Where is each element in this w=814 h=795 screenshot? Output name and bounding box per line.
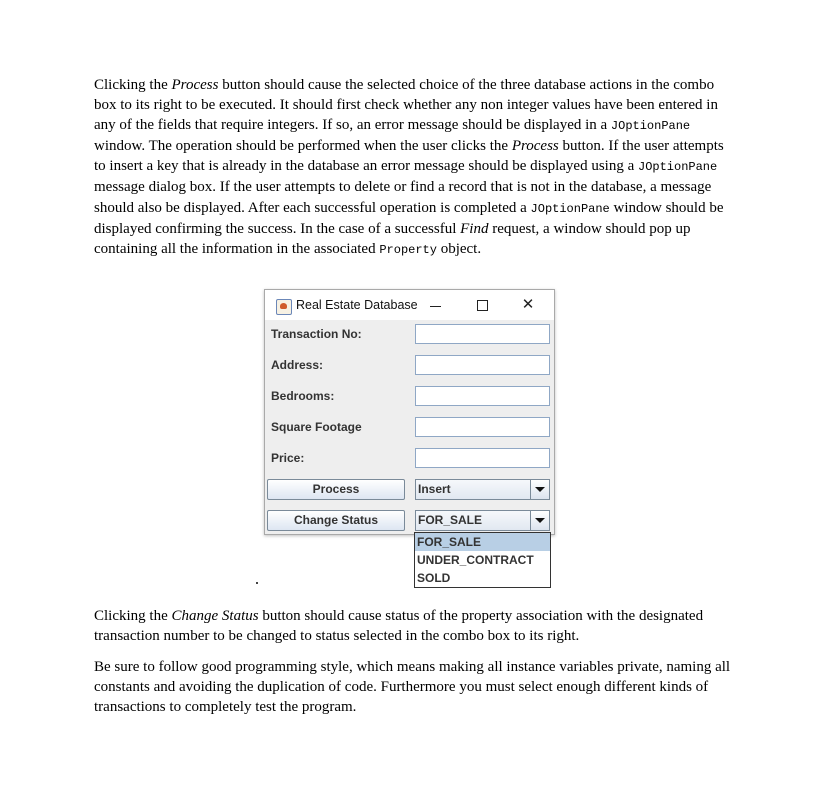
code-joptionpane: JOptionPane [638,160,718,175]
code-joptionpane: JOptionPane [530,201,610,216]
code-property: Property [379,242,437,257]
text-run: request, a window should pop up containing all the information in the associated [94,220,691,257]
status-dropdown-list [414,532,551,588]
minimize-icon[interactable] [425,296,447,314]
emphasis-find: Find [460,220,489,237]
action-combo-value: Insert [418,482,451,496]
price-label: Price: [271,451,305,465]
text-run: button should cause status of the property association with the designated transaction number to be changed to status selected in the combo box to its right. [94,608,704,645]
change-status-button[interactable]: Change Status [267,510,405,531]
paragraph-text [94,606,734,646]
text-run: Clicking the [94,77,172,93]
emphasis-change-status: Change Status [171,608,259,624]
real-estate-database-window [264,289,555,535]
code-joptionpane: JOptionPane [610,119,691,134]
status-combo[interactable] [415,510,550,531]
bedrooms-field[interactable] [415,386,550,406]
dropdown-option-for-sale[interactable]: FOR_SALE [415,533,550,551]
paragraph-programming-style [94,657,734,717]
emphasis-process: Process [511,138,559,155]
status-combo-value: FOR_SALE [418,513,483,527]
dropdown-option-sold[interactable]: SOLD [417,571,451,585]
price-field[interactable] [415,448,550,468]
text-run: message dialog box. If the user attempts to delete or find a record that is not in the database, a message should also be displayed. After each successful operation is completed a [94,179,712,216]
chevron-down-icon[interactable] [530,480,549,499]
emphasis-process: Process [171,77,219,93]
close-icon[interactable]: ✕ [521,296,535,313]
paragraph-process-description [94,75,734,260]
dropdown-option-under-contract[interactable]: UNDER_CONTRACT [417,553,534,567]
text-run: Clicking the [94,608,172,624]
window-title-bar [265,290,554,320]
stray-period-mark [256,582,258,584]
text-run: window should be displayed confirming the success. In the case of a successful [94,199,724,237]
address-label: Address: [271,358,324,372]
chevron-down-icon[interactable] [530,511,549,530]
transaction-no-label: Transaction No: [271,327,362,341]
text-run: window. The operation should be performed when the user clicks the [94,138,512,155]
square-footage-label: Square Footage [271,420,362,434]
window-title: Real Estate Database [296,298,418,312]
action-combo[interactable] [415,479,550,500]
paragraph-text [94,75,734,260]
address-field[interactable] [415,355,550,375]
text-run: button should cause the selected choice of the three database actions in the combo box to its right to be executed. It should first check whether any non integer values have been entered in any of the fields that require integers. If so, an error message should be displayed in a [94,77,718,134]
transaction-no-field[interactable] [415,324,550,344]
process-button[interactable]: Process [267,479,405,500]
maximize-icon[interactable] [471,296,493,314]
square-footage-field[interactable] [415,417,550,437]
paragraph-text: Be sure to follow good programming style, which means making all instance variables private, naming all constants and avoiding the duplication of code. Furthermore you must select enough different kinds of transactions to completely test the program. [94,659,731,716]
paragraph-change-status [94,606,734,646]
text-run: button. If the user attempts to insert a key that is already in the database an error message should be displayed using a [94,138,724,175]
java-app-icon [276,299,292,315]
bedrooms-label: Bedrooms: [271,389,335,403]
text-run: object. [436,240,482,257]
